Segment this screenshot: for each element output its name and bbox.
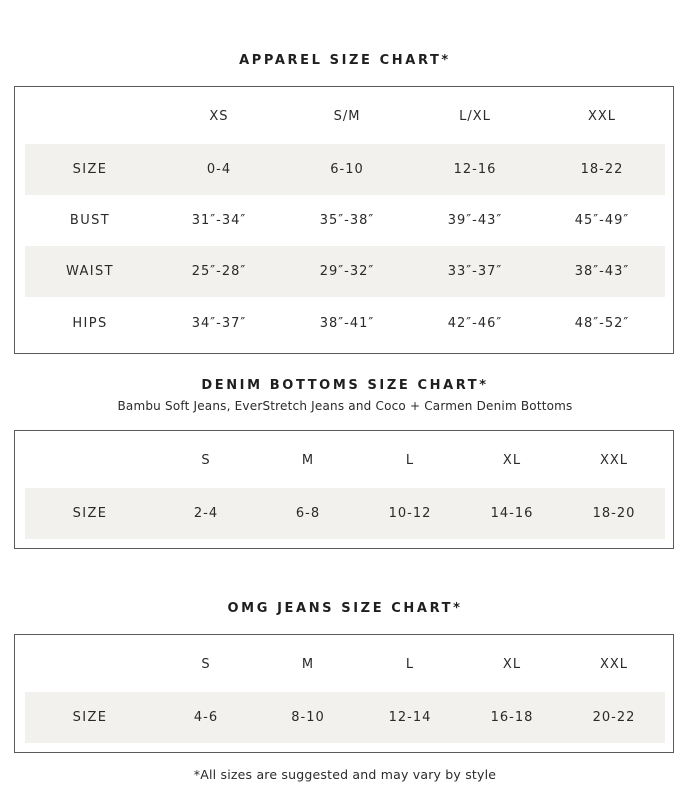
apparel-row-label: BUST: [69, 213, 111, 228]
apparel-cell: 48″-52″: [574, 316, 630, 331]
apparel-header-xxl: XXL: [587, 108, 617, 124]
apparel-cell: 29″-32″: [319, 264, 375, 279]
apparel-size-chart-title: APPAREL SIZE CHART*: [239, 53, 451, 68]
denim-row-size: [25, 488, 665, 539]
apparel-cell: 6-10: [330, 162, 364, 177]
denim-cell: 14-16: [490, 506, 534, 521]
apparel-cell: 42″-46″: [447, 316, 503, 331]
apparel-row-bust: [25, 195, 665, 246]
apparel-header-sm: S/M: [333, 108, 361, 124]
denim-cell: 10-12: [388, 506, 432, 521]
apparel-row-waist: [25, 246, 665, 297]
apparel-header-xs: XS: [209, 108, 229, 124]
apparel-cell: 38″-41″: [319, 316, 375, 331]
apparel-cell: 35″-38″: [319, 213, 375, 228]
apparel-row-label: HIPS: [72, 316, 108, 331]
omg-header-xl: XL: [502, 656, 522, 672]
denim-header-s: S: [201, 452, 211, 468]
omg-cell: 16-18: [490, 710, 534, 725]
apparel-row-size: [25, 144, 665, 195]
apparel-row-label: SIZE: [72, 162, 108, 177]
omg-cell: 4-6: [193, 710, 219, 725]
omg-row-label: SIZE: [72, 710, 108, 725]
omg-header-row: [25, 639, 665, 689]
size-disclaimer-footnote: *All sizes are suggested and may vary by style: [193, 767, 497, 782]
omg-header-xxl: XXL: [599, 656, 629, 672]
omg-row-size: [25, 692, 665, 743]
omg-cell: 8-10: [291, 710, 325, 725]
denim-row-label: SIZE: [72, 506, 108, 521]
apparel-cell: 0-4: [206, 162, 232, 177]
omg-size-table: [14, 634, 674, 753]
apparel-row-label: WAIST: [65, 264, 115, 279]
apparel-cell: 31″-34″: [191, 213, 247, 228]
apparel-cell: 12-16: [453, 162, 497, 177]
apparel-cell: 33″-37″: [447, 264, 503, 279]
denim-header-m: M: [301, 452, 315, 468]
omg-size-chart-title: OMG JEANS SIZE CHART*: [227, 601, 463, 616]
omg-header-l: L: [405, 656, 415, 672]
denim-cell: 6-8: [295, 506, 321, 521]
denim-header-l: L: [405, 452, 415, 468]
apparel-cell: 38″-43″: [574, 264, 630, 279]
apparel-row-hips: [25, 297, 665, 350]
apparel-size-table: [14, 86, 674, 354]
omg-cell: 12-14: [388, 710, 432, 725]
apparel-cell: 18-22: [580, 162, 624, 177]
apparel-cell: 25″-28″: [191, 264, 247, 279]
denim-cell: 2-4: [193, 506, 219, 521]
denim-size-chart-subtitle: Bambu Soft Jeans, EverStretch Jeans and Coco + Carmen Denim Bottoms: [117, 399, 573, 413]
omg-header-m: M: [301, 656, 315, 672]
omg-header-s: S: [201, 656, 211, 672]
denim-header-xxl: XXL: [599, 452, 629, 468]
apparel-header-lxl: L/XL: [459, 108, 491, 124]
apparel-cell: 39″-43″: [447, 213, 503, 228]
apparel-cell: 45″-49″: [574, 213, 630, 228]
denim-size-chart-title: DENIM BOTTOMS SIZE CHART*: [201, 378, 489, 393]
denim-size-table: [14, 430, 674, 549]
denim-header-row: [25, 435, 665, 485]
omg-cell: 20-22: [592, 710, 636, 725]
apparel-cell: 34″-37″: [191, 316, 247, 331]
denim-cell: 18-20: [592, 506, 636, 521]
denim-header-xl: XL: [502, 452, 522, 468]
apparel-header-row: [25, 91, 665, 141]
